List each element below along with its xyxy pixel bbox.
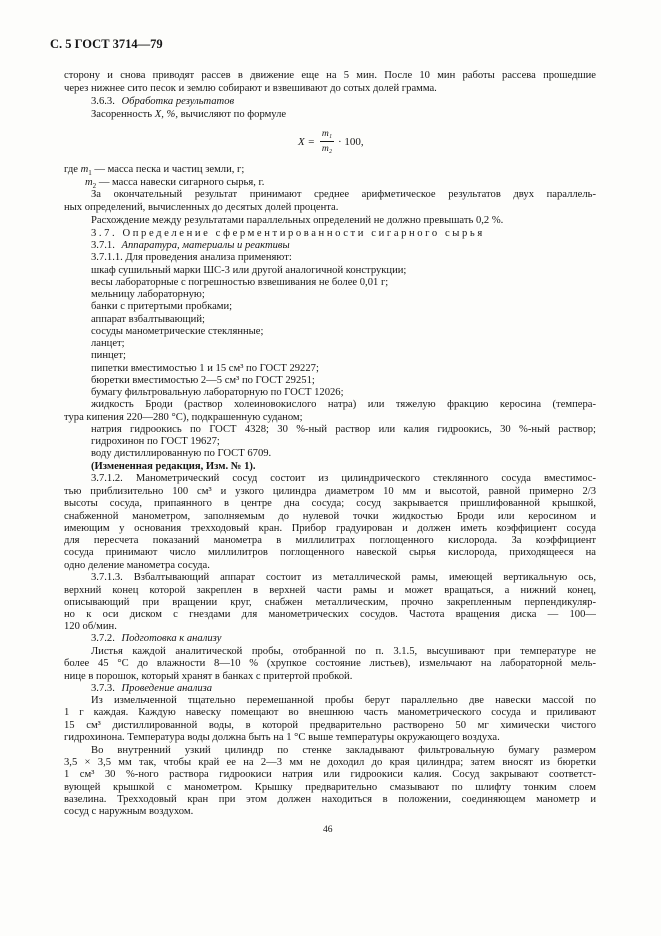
subscript: 1 xyxy=(88,169,92,178)
section-3-6-3 xyxy=(91,96,234,108)
text-line: сосуд с наружным воздухом. xyxy=(64,806,194,817)
text-line: вазелина. Трехходовый кран при этом должен находиться в положении, соединяющем манометр и xyxy=(64,794,596,805)
text-fragment: вычисляют по формуле xyxy=(180,109,287,120)
list-item: банки с притертыми пробками; xyxy=(91,301,233,312)
text-line: 1 см³ 30 %-ного раствора гидроокиси натрия или гидроокиси калия. Сосуд закрывают соответст- xyxy=(64,769,596,780)
text-fragment: — масса навески сигарного сырья, г. xyxy=(98,177,265,188)
text-line: сосуда принимают число миллилитров поглощенного навеской сырья кислорода, приходящееся на xyxy=(64,547,596,558)
text-line: снабженной манометром, заполняемым до нулевой точки жидкостью Броди или керосином и xyxy=(64,511,596,522)
text-line: Из измельченной тщательно перемешанной пробы берут параллельно две навески массой по xyxy=(91,695,596,706)
text-line: описывающий при вращении круг, снабжен металлическим, прочно закрепленным перпендикуляр- xyxy=(64,597,596,608)
text-line: 15 см³ дистиллированной воды, в которой предварительно растворено 50 мг химически чистого xyxy=(64,720,596,731)
list-item: весы лабораторные с погрешностью взвешивания не более 0,01 г; xyxy=(91,277,389,288)
text-line: гидрохинона. Температура воды должна быть на 1 °С выше температуры окружающего воздуха. xyxy=(64,732,500,743)
section-number: 3.7.3. xyxy=(91,683,115,694)
text-line: но к оси диском с гнездами для манометрических сосудов. Частота вращения диска — 100— xyxy=(64,609,596,620)
text-line: верхний конец которой закреплен в верхней части рамы и может вращаться, а нижний конец, xyxy=(64,585,596,596)
list-item: пипетки вместимостью 1 и 15 см³ по ГОСТ 29227; xyxy=(91,363,319,374)
list-item: гидрохинон по ГОСТ 19627; xyxy=(91,436,220,447)
text-line: Во внутренний узкий цилиндр по стенке закладывают фильтровальную бумагу размером xyxy=(91,745,596,756)
text-line: нице в порошок, который хранят в банках с притертой пробкой. xyxy=(64,671,353,682)
list-item: шкаф сушильный марки ШС-3 или другой аналогичной конструкции; xyxy=(91,265,407,276)
list-item: бумагу фильтровальную лабораторную по ГОСТ 12026; xyxy=(91,387,344,398)
text-line: 1 г каждая. Каждую навеску помещают во внешнюю часть манометрического сосуда и приливают xyxy=(64,707,596,718)
formula-rhs: · 100, xyxy=(338,136,364,148)
section-title: Проведение анализа xyxy=(121,683,213,694)
formula-denominator: m₂ xyxy=(321,143,333,154)
fraction-bar xyxy=(320,141,334,142)
section-title: Подготовка к анализу xyxy=(121,633,222,644)
text-fragment: Засоренность xyxy=(91,109,153,120)
text-line: 3.7.1.2. Манометрический сосуд состоит из цилиндрического стеклянного сосуда вместимос- xyxy=(91,473,596,484)
list-item: мельницу лабораторную; xyxy=(91,289,205,300)
formula-numerator: m₁ xyxy=(321,128,333,139)
text-line: Расхождение между результатами параллельных определений не должно превышать 0,2 %. xyxy=(91,215,504,226)
text-line: более 45 °С до влажности 8—10 % (хрупкое состояние листьев), измельчают на лабораторной мель- xyxy=(64,658,596,669)
formula-lhs: X = xyxy=(298,136,315,148)
list-item: аппарат взбалтывающий; xyxy=(91,314,205,325)
text-fragment: m xyxy=(80,164,89,175)
section-title: Обработка результатов xyxy=(121,96,235,107)
list-item: воду дистиллированную по ГОСТ 6709. xyxy=(91,448,272,459)
list-item: натрия гидроокись по ГОСТ 4328; 30 %-ный раствор или калия гидроокись, 30 %-ный раствор; xyxy=(91,424,596,435)
section-3-7-3 xyxy=(91,683,212,695)
section-3-7-title: 3.7. Определение сферментированности сигарного сырья xyxy=(91,228,485,239)
section-3-7-1 xyxy=(91,240,290,252)
text-line: 120 об/мин. xyxy=(64,621,117,632)
text-line: 3.7.1.3. Взбалтывающий аппарат состоит из металлической рамы, имеющей вертикальную ось, xyxy=(91,572,596,583)
list-item: пинцет; xyxy=(91,350,126,361)
section-number: 3.6.3. xyxy=(91,96,115,107)
text-line: ных определений, вычисленных до десятых долей процента. xyxy=(64,202,339,213)
list-item: ланцет; xyxy=(91,338,125,349)
section-number: 3.7.2. xyxy=(91,633,115,644)
text-line: одно деление манометра сосуда. xyxy=(64,560,210,571)
text-line: для пересчета показаний манометра в миллилитрах поглощенного кислорода. За коэффициент xyxy=(64,535,596,546)
section-number: 3.7.1. xyxy=(91,240,115,251)
text-line: 3.7.1.1. Для проведения анализа применяют: xyxy=(91,252,292,263)
section-3-7-2 xyxy=(91,633,221,645)
page-header: С. 5 ГОСТ 3714—79 xyxy=(50,37,163,51)
text-fragment: m xyxy=(85,177,93,188)
text-line: вующей крышкой с манометром. Крышку предварительно смазывают по шлифту тонким слоем xyxy=(64,782,596,793)
text-line: 3,5 × 3,5 мм так, чтобы край ее на 2—3 мм не доходил до края цилиндра; затем вносят из бюретки xyxy=(64,757,596,768)
section-title: Аппаратура, материалы и реактивы xyxy=(121,240,290,251)
text-line: тью приблизительно 100 см³ и узкого цилиндра диаметром 10 мм и высотой, равной примерно 2/3 xyxy=(64,486,596,497)
text-line: сторону и снова приводят рассев в движение еще на 5 мин. После 10 мин работы рассева прошедшие xyxy=(64,70,596,81)
list-item: сосуды манометрические стеклянные; xyxy=(91,326,264,337)
text-fragment: — масса песка и частиц земли, г; xyxy=(94,164,245,175)
text-line: Листья каждой аналитической пробы, отобранной по п. 3.1.5, высушивают при температуре не xyxy=(91,646,596,657)
amendment-note: (Измененная редакция, Изм. № 1). xyxy=(91,461,256,472)
subscript: 2 xyxy=(92,182,97,191)
text-line: через нижнее сито песок и землю собирают и взвешивают до сотых долей грамма. xyxy=(64,83,437,94)
list-item-continued: тура кипения 220—280 °С), подкрашенную суданом; xyxy=(64,412,303,423)
text-line: высоты сосуда, припаянного в центре дна сосуда; сосуд закрывается пришлифованной крышкой, xyxy=(64,498,596,509)
text-line: За окончательный результат принимают среднее арифметическое результатов двух параллель- xyxy=(91,189,596,200)
text-fragment: где xyxy=(64,164,78,175)
text-line xyxy=(91,109,286,121)
text-fragment: X, %, xyxy=(154,109,178,120)
page-number: 46 xyxy=(323,825,333,835)
text-line: имеющим у основания трехходовый кран. Прибор градуирован и должен иметь коэффициент сосуда xyxy=(64,523,596,534)
list-item: жидкость Броди (раствор холеиновокислого натра) или тяжелую фракцию керосина (темпера- xyxy=(91,399,596,410)
list-item: бюретки вместимостью 2—5 см³ по ГОСТ 29251; xyxy=(91,375,315,386)
